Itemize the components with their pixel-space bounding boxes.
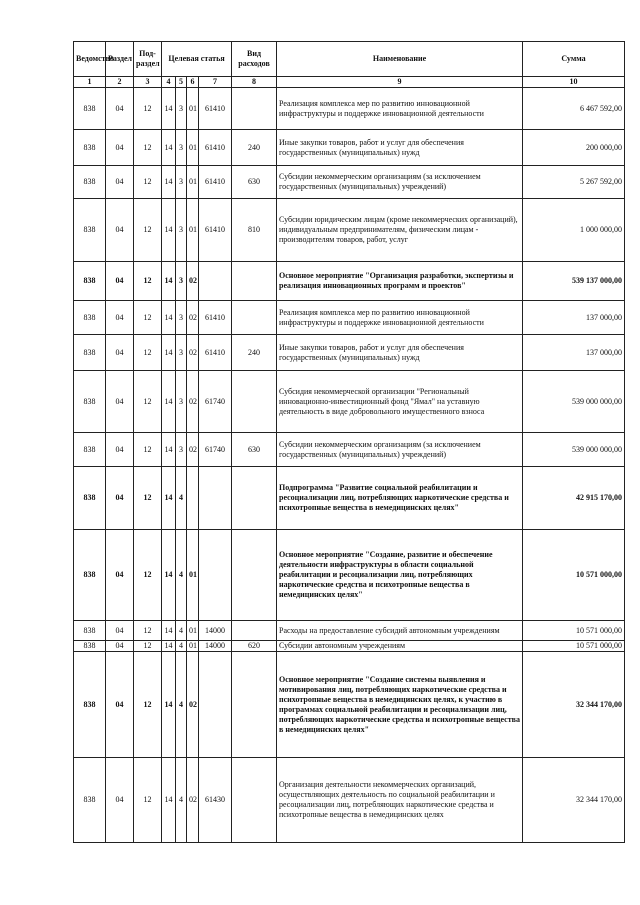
table-row bbox=[74, 301, 625, 335]
razdel-cell: 04 bbox=[106, 88, 134, 130]
summa-cell: 32 344 170,00 bbox=[523, 758, 625, 843]
tselevaya-3-cell: 02 bbox=[187, 758, 199, 843]
razdel-cell: 04 bbox=[106, 130, 134, 166]
vid-rashodov-cell bbox=[232, 467, 277, 530]
podrazdel-cell: 12 bbox=[134, 371, 162, 433]
summa-cell: 6 467 592,00 bbox=[523, 88, 625, 130]
vedomstvo-cell: 838 bbox=[74, 652, 106, 758]
vedomstvo-cell: 838 bbox=[74, 166, 106, 199]
razdel-cell: 04 bbox=[106, 371, 134, 433]
table-row bbox=[74, 166, 625, 199]
naimenovanie-cell: Реализация комплекса мер по развитию инновационной инфраструктуры и поддержке инновационной деятельности bbox=[277, 301, 523, 335]
column-number-5: 5 bbox=[176, 77, 187, 88]
summa-cell: 32 344 170,00 bbox=[523, 652, 625, 758]
tselevaya-3-cell: 01 bbox=[187, 641, 199, 652]
tselevaya-1-cell: 14 bbox=[162, 371, 176, 433]
razdel-cell: 04 bbox=[106, 433, 134, 467]
razdel-cell: 04 bbox=[106, 335, 134, 371]
tselevaya-3-cell: 02 bbox=[187, 262, 199, 301]
column-number-2: 2 bbox=[106, 77, 134, 88]
podrazdel-cell: 12 bbox=[134, 621, 162, 641]
column-number-7: 7 bbox=[199, 77, 232, 88]
column-number-10: 10 bbox=[523, 77, 625, 88]
podrazdel-cell: 12 bbox=[134, 301, 162, 335]
podrazdel-cell: 12 bbox=[134, 641, 162, 652]
naimenovanie-cell: Субсидия некоммерческой организации "Региональный инновационно-инвестиционный фонд "Ямал" на уставную деятельность в виде добровольного имущественного взноса bbox=[277, 371, 523, 433]
tselevaya-3-cell: 01 bbox=[187, 530, 199, 621]
vid-rashodov-cell: 240 bbox=[232, 130, 277, 166]
table-row bbox=[74, 371, 625, 433]
tselevaya-1-cell: 14 bbox=[162, 262, 176, 301]
razdel-cell: 04 bbox=[106, 301, 134, 335]
vid-rashodov-cell: 630 bbox=[232, 433, 277, 467]
table-row bbox=[74, 130, 625, 166]
tselevaya-3-cell: 02 bbox=[187, 301, 199, 335]
summa-cell: 539 137 000,00 bbox=[523, 262, 625, 301]
vid-rashodov-cell: 620 bbox=[232, 641, 277, 652]
tselevaya-3-cell: 02 bbox=[187, 371, 199, 433]
naimenovanie-cell: Основное мероприятие "Создание, развитие и обеспечение деятельности инфраструктуры в области социальной реабилитации и ресоциализации лиц, потребляющих наркотические средства и психотропные вещества в немедицинских целях" bbox=[277, 530, 523, 621]
summa-cell: 5 267 592,00 bbox=[523, 166, 625, 199]
header-vedomstvo: Ведомство bbox=[74, 42, 106, 77]
column-number-1: 1 bbox=[74, 77, 106, 88]
tselevaya-4-cell: 61410 bbox=[199, 301, 232, 335]
vid-rashodov-cell bbox=[232, 371, 277, 433]
podrazdel-cell: 12 bbox=[134, 467, 162, 530]
vid-rashodov-cell bbox=[232, 758, 277, 843]
column-number-6: 6 bbox=[187, 77, 199, 88]
table-row bbox=[74, 88, 625, 130]
vedomstvo-cell: 838 bbox=[74, 88, 106, 130]
tselevaya-2-cell: 4 bbox=[176, 652, 187, 758]
table-row bbox=[74, 530, 625, 621]
tselevaya-3-cell: 01 bbox=[187, 166, 199, 199]
tselevaya-3-cell: 02 bbox=[187, 433, 199, 467]
summa-cell: 137 000,00 bbox=[523, 335, 625, 371]
tselevaya-1-cell: 14 bbox=[162, 641, 176, 652]
tselevaya-1-cell: 14 bbox=[162, 433, 176, 467]
column-number-3: 3 bbox=[134, 77, 162, 88]
table-row bbox=[74, 621, 625, 641]
vid-rashodov-cell bbox=[232, 301, 277, 335]
tselevaya-4-cell: 14000 bbox=[199, 621, 232, 641]
razdel-cell: 04 bbox=[106, 641, 134, 652]
vedomstvo-cell: 838 bbox=[74, 301, 106, 335]
table-row bbox=[74, 199, 625, 262]
tselevaya-4-cell bbox=[199, 467, 232, 530]
tselevaya-1-cell: 14 bbox=[162, 758, 176, 843]
naimenovanie-cell: Субсидии юридическим лицам (кроме некоммерческих организаций), индивидуальным предпринимателям, физическим лицам - производителям товаров, работ, услуг bbox=[277, 199, 523, 262]
tselevaya-4-cell: 61410 bbox=[199, 199, 232, 262]
podrazdel-cell: 12 bbox=[134, 166, 162, 199]
vedomstvo-cell: 838 bbox=[74, 758, 106, 843]
header-tselevaya-statya: Целевая статья bbox=[162, 42, 232, 77]
podrazdel-cell: 12 bbox=[134, 262, 162, 301]
tselevaya-2-cell: 4 bbox=[176, 621, 187, 641]
tselevaya-3-cell: 01 bbox=[187, 88, 199, 130]
summa-cell: 539 000 000,00 bbox=[523, 371, 625, 433]
vedomstvo-cell: 838 bbox=[74, 641, 106, 652]
naimenovanie-cell: Основное мероприятие "Создание системы выявления и мотивирования лиц, потребляющих наркотические средства и психотропные вещества в немедицинских целях, к участию в программах социальной реабилитации и ресоциализации лиц, потребляющих наркотические средства и психотропные вещества в немедицинских целях" bbox=[277, 652, 523, 758]
razdel-cell: 04 bbox=[106, 530, 134, 621]
podrazdel-cell: 12 bbox=[134, 433, 162, 467]
tselevaya-2-cell: 3 bbox=[176, 166, 187, 199]
header-vid-rashodov: Вид расходов bbox=[232, 42, 277, 77]
razdel-cell: 04 bbox=[106, 166, 134, 199]
vid-rashodov-cell bbox=[232, 530, 277, 621]
tselevaya-2-cell: 3 bbox=[176, 301, 187, 335]
tselevaya-1-cell: 14 bbox=[162, 335, 176, 371]
tselevaya-3-cell: 01 bbox=[187, 199, 199, 262]
tselevaya-4-cell: 61410 bbox=[199, 166, 232, 199]
header-razdel: Раздел bbox=[106, 42, 134, 77]
summa-cell: 539 000 000,00 bbox=[523, 433, 625, 467]
table-row bbox=[74, 262, 625, 301]
tselevaya-3-cell: 01 bbox=[187, 130, 199, 166]
naimenovanie-cell: Расходы на предоставление субсидий автономным учреждениям bbox=[277, 621, 523, 641]
vedomstvo-cell: 838 bbox=[74, 621, 106, 641]
table-row bbox=[74, 641, 625, 652]
tselevaya-4-cell: 61410 bbox=[199, 88, 232, 130]
naimenovanie-cell: Субсидии некоммерческим организациям (за исключением государственных (муниципальных) учреждений) bbox=[277, 433, 523, 467]
tselevaya-4-cell: 61740 bbox=[199, 433, 232, 467]
razdel-cell: 04 bbox=[106, 262, 134, 301]
razdel-cell: 04 bbox=[106, 199, 134, 262]
razdel-cell: 04 bbox=[106, 652, 134, 758]
podrazdel-cell: 12 bbox=[134, 758, 162, 843]
summa-cell: 200 000,00 bbox=[523, 130, 625, 166]
column-number-row bbox=[74, 77, 625, 88]
header-naimenovanie: Наименование bbox=[277, 42, 523, 77]
vid-rashodov-cell: 810 bbox=[232, 199, 277, 262]
podrazdel-cell: 12 bbox=[134, 652, 162, 758]
table-body bbox=[74, 88, 625, 843]
naimenovanie-cell: Субсидии некоммерческим организациям (за исключением государственных (муниципальных) учреждений) bbox=[277, 166, 523, 199]
tselevaya-3-cell: 01 bbox=[187, 621, 199, 641]
summa-cell: 42 915 170,00 bbox=[523, 467, 625, 530]
podrazdel-cell: 12 bbox=[134, 335, 162, 371]
tselevaya-2-cell: 3 bbox=[176, 199, 187, 262]
naimenovanie-cell: Иные закупки товаров, работ и услуг для обеспечения государственных (муниципальных) нужд bbox=[277, 335, 523, 371]
vedomstvo-cell: 838 bbox=[74, 530, 106, 621]
summa-cell: 137 000,00 bbox=[523, 301, 625, 335]
table-row bbox=[74, 652, 625, 758]
vedomstvo-cell: 838 bbox=[74, 335, 106, 371]
tselevaya-2-cell: 4 bbox=[176, 641, 187, 652]
vedomstvo-cell: 838 bbox=[74, 262, 106, 301]
tselevaya-2-cell: 3 bbox=[176, 88, 187, 130]
summa-cell: 1 000 000,00 bbox=[523, 199, 625, 262]
vedomstvo-cell: 838 bbox=[74, 467, 106, 530]
column-number-8: 8 bbox=[232, 77, 277, 88]
tselevaya-1-cell: 14 bbox=[162, 88, 176, 130]
summa-cell: 10 571 000,00 bbox=[523, 530, 625, 621]
vid-rashodov-cell: 240 bbox=[232, 335, 277, 371]
tselevaya-2-cell: 4 bbox=[176, 758, 187, 843]
tselevaya-1-cell: 14 bbox=[162, 652, 176, 758]
naimenovanie-cell: Основное мероприятие "Организация разработки, экспертизы и реализация инновационных программ и проектов" bbox=[277, 262, 523, 301]
budget-table bbox=[73, 41, 625, 843]
tselevaya-1-cell: 14 bbox=[162, 301, 176, 335]
razdel-cell: 04 bbox=[106, 467, 134, 530]
naimenovanie-cell: Реализация комплекса мер по развитию инновационной инфраструктуры и поддержке инновационной деятельности bbox=[277, 88, 523, 130]
naimenovanie-cell: Организация деятельности некоммерческих организаций, осуществляющих деятельность по социальной реабилитации и ресоциализации лиц, потребляющих наркотические средства и психотропные вещества в немедицинских целях bbox=[277, 758, 523, 843]
razdel-cell: 04 bbox=[106, 758, 134, 843]
vedomstvo-cell: 838 bbox=[74, 199, 106, 262]
tselevaya-3-cell bbox=[187, 467, 199, 530]
tselevaya-4-cell: 61430 bbox=[199, 758, 232, 843]
vid-rashodov-cell bbox=[232, 262, 277, 301]
table-row bbox=[74, 758, 625, 843]
tselevaya-4-cell: 61740 bbox=[199, 371, 232, 433]
tselevaya-2-cell: 4 bbox=[176, 530, 187, 621]
table-row bbox=[74, 433, 625, 467]
tselevaya-4-cell bbox=[199, 530, 232, 621]
tselevaya-1-cell: 14 bbox=[162, 467, 176, 530]
vid-rashodov-cell bbox=[232, 88, 277, 130]
tselevaya-2-cell: 3 bbox=[176, 262, 187, 301]
vedomstvo-cell: 838 bbox=[74, 371, 106, 433]
tselevaya-3-cell: 02 bbox=[187, 335, 199, 371]
podrazdel-cell: 12 bbox=[134, 199, 162, 262]
summa-cell: 10 571 000,00 bbox=[523, 641, 625, 652]
tselevaya-2-cell: 3 bbox=[176, 130, 187, 166]
naimenovanie-cell: Подпрограмма "Развитие социальной реабилитации и ресоциализации лиц, потребляющих наркотические средства и психотропные вещества в немедицинских целях" bbox=[277, 467, 523, 530]
podrazdel-cell: 12 bbox=[134, 530, 162, 621]
tselevaya-2-cell: 3 bbox=[176, 335, 187, 371]
tselevaya-4-cell: 61410 bbox=[199, 335, 232, 371]
tselevaya-2-cell: 3 bbox=[176, 433, 187, 467]
tselevaya-4-cell: 61410 bbox=[199, 130, 232, 166]
tselevaya-2-cell: 3 bbox=[176, 371, 187, 433]
tselevaya-2-cell: 4 bbox=[176, 467, 187, 530]
summa-cell: 10 571 000,00 bbox=[523, 621, 625, 641]
table-row bbox=[74, 467, 625, 530]
tselevaya-3-cell: 02 bbox=[187, 652, 199, 758]
vid-rashodov-cell bbox=[232, 621, 277, 641]
vedomstvo-cell: 838 bbox=[74, 433, 106, 467]
naimenovanie-cell: Иные закупки товаров, работ и услуг для обеспечения государственных (муниципальных) нужд bbox=[277, 130, 523, 166]
vid-rashodov-cell bbox=[232, 652, 277, 758]
header-summa: Сумма bbox=[523, 42, 625, 77]
tselevaya-1-cell: 14 bbox=[162, 621, 176, 641]
tselevaya-1-cell: 14 bbox=[162, 530, 176, 621]
header-podrazdel: Под-раздел bbox=[134, 42, 162, 77]
tselevaya-4-cell bbox=[199, 652, 232, 758]
table-row bbox=[74, 335, 625, 371]
header-row bbox=[74, 42, 625, 77]
tselevaya-4-cell: 14000 bbox=[199, 641, 232, 652]
naimenovanie-cell: Субсидии автономным учреждениям bbox=[277, 641, 523, 652]
razdel-cell: 04 bbox=[106, 621, 134, 641]
tselevaya-4-cell bbox=[199, 262, 232, 301]
column-number-4: 4 bbox=[162, 77, 176, 88]
tselevaya-1-cell: 14 bbox=[162, 199, 176, 262]
podrazdel-cell: 12 bbox=[134, 88, 162, 130]
podrazdel-cell: 12 bbox=[134, 130, 162, 166]
vid-rashodov-cell: 630 bbox=[232, 166, 277, 199]
tselevaya-1-cell: 14 bbox=[162, 166, 176, 199]
vedomstvo-cell: 838 bbox=[74, 130, 106, 166]
column-number-9: 9 bbox=[277, 77, 523, 88]
tselevaya-1-cell: 14 bbox=[162, 130, 176, 166]
